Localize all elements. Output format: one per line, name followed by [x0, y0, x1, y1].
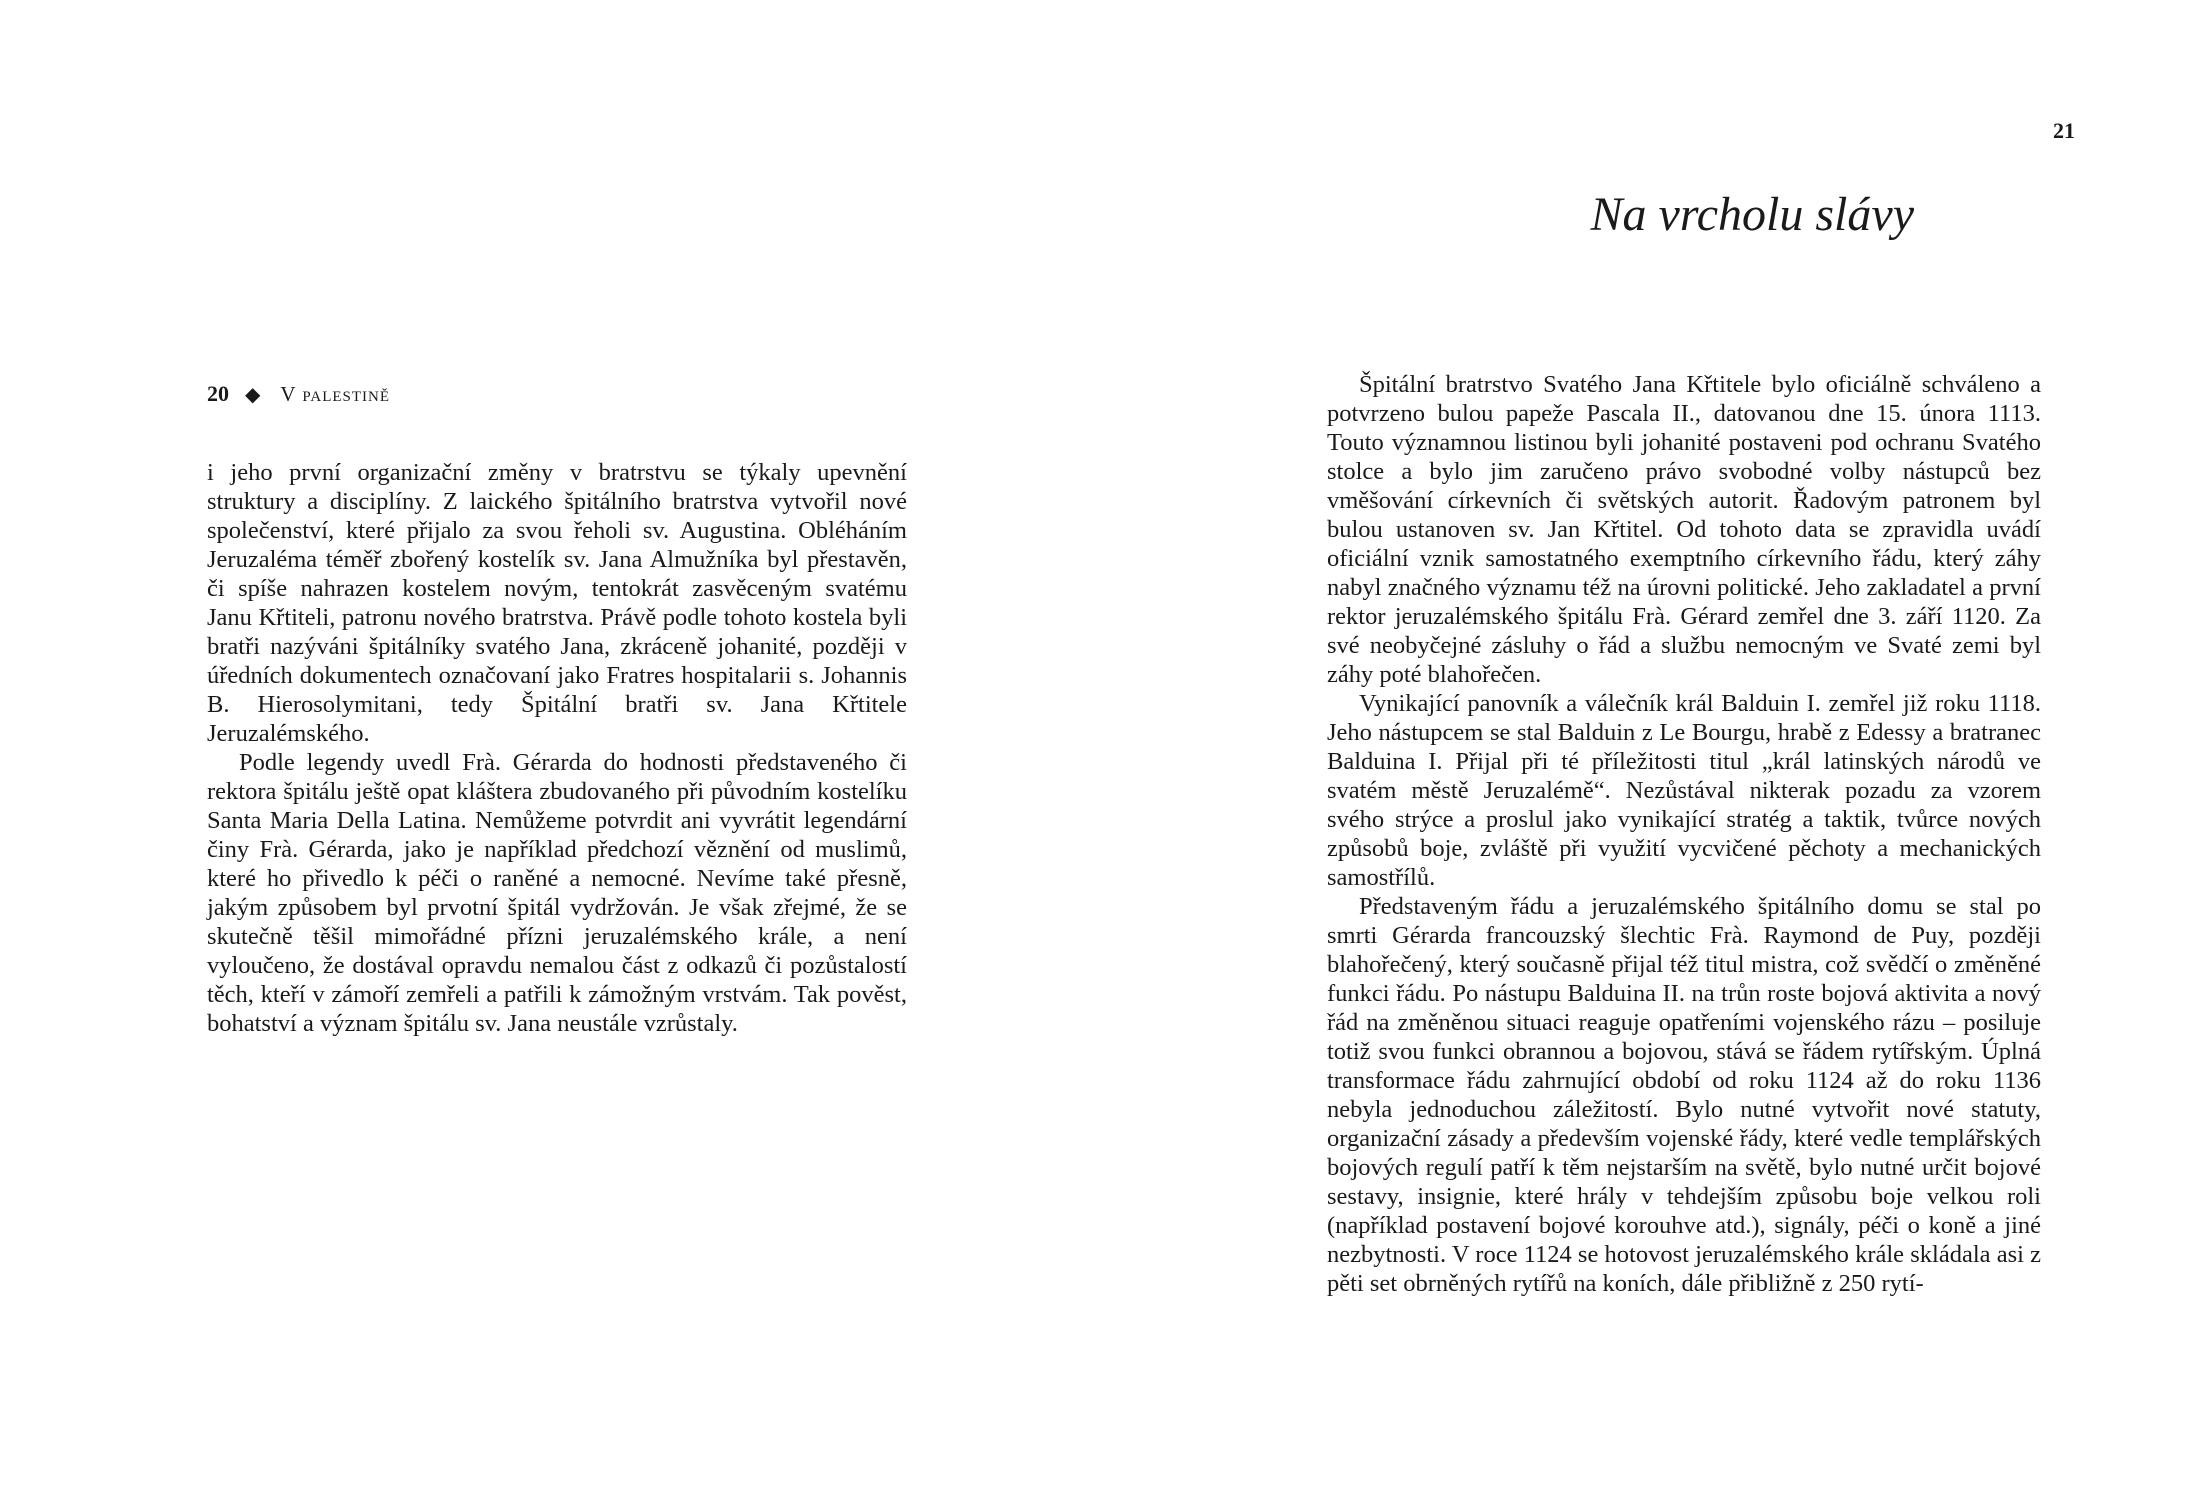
right-page [1105, 0, 2210, 1500]
page-number: 20 [207, 381, 229, 406]
paragraph: Špitální bratrstvo Svatého Jana Křtitele bylo oficiálně schváleno a potvrzeno bulou papeže Pascala II., datovanou dne 15. února 1113. Touto významnou listinou byli johanité postaveni pod ochranu Svatého stolce a bylo jim zaručeno právo svobodné volby nástupců bez vměšování církevních či světských autorit. Řadovým patronem byl bulou ustanoven sv. Jan Křtitel. Od tohoto data se zpravidla uvádí oficiální vznik samostatného exemptního církevního řádu, který záhy nabyl značného významu též na úrovni politické. Jeho zakladatel a první rektor jeruzalémského špitálu Frà. Gérard zemřel dne 3. září 1120. Za své neobyčejné zásluhy o řád a službu nemocným ve Svaté zemi byl záhy poté blahořečen. [1327, 371, 2041, 688]
paragraph: Vynikající panovník a válečník král Balduin I. zemřel již roku 1118. Jeho nástupcem se stal Balduin z Le Bourgu, hrabě z Edessy a bratranec Balduina I. Přijal při té příležitosti titul „král latinských národů ve svatém městě Jeruzalémě“. Nezůstával nikterak pozadu za vzorem svého strýce a proslul jako vynikající stratég a taktik, tvůrce nových způsobů boje, zvláště při využití vycvičené pěchoty a mechanických samostřílů. [1327, 690, 2041, 891]
diamond-ornament-icon: ◆ [245, 384, 261, 406]
running-head [207, 380, 390, 409]
body-text [207, 458, 907, 1038]
page-number: 21 [2053, 118, 2075, 143]
chapter-title: Na vrcholu slávy [1590, 188, 1914, 241]
section-title: V palestině [280, 382, 391, 406]
paragraph: Představeným řádu a jeruzalémského špitálního domu se stal po smrti Gérarda francouzský šlechtic Frà. Raymond de Puy, později blahořečený, který současně přijal též titul mistra, což svědčí o změněné funkci řádu. Po nástupu Balduina II. na trůn roste bojová aktivita a nový řád na změněnou situaci reaguje opatřeními vojenského rázu – posiluje totiž svou funkci obrannou a bojovou, stává se řádem rytířským. Úplná transformace řádu zahrnující období od roku 1124 až do roku 1136 nebyla jednoduchou záležitostí. Bylo nutné vytvořit nové statuty, organizační zásady a především vojenské řády, které vedle templářských bojových regulí patří k těm nejstarším na světě, bylo nutné určit bojové sestavy, insignie, které hrály v tehdejším způsobu boje velkou roli (například postavení bojové korouhve atd.), signály, péči o koně a jiné nezbytnosti. V roce 1124 se hotovost jeruzalémského krále skládala asi z pěti set obrněných rytířů na koních, dále přibližně z 250 rytí- [1327, 893, 2041, 1297]
paragraph: Podle legendy uvedl Frà. Gérarda do hodnosti představeného či rektora špitálu ještě opat kláštera zbudovaného při původním kostelíku Santa Maria Della Latina. Nemůžeme potvrdit ani vyvrátit legendární činy Frà. Gérarda, jako je například předchozí věznění od muslimů, které ho přivedlo k péči o raněné a nemocné. Nevíme také přesně, jakým způsobem byl prvotní špitál vydržován. Je však zřejmé, že se skutečně těšil mimořádné přízni jeruzalémského krále, a není vyloučeno, že dostával opravdu nemalou část z odkazů či pozůstalostí těch, kteří v zámoří zemřeli a patřili k zámožným vrstvám. Tak pověst, bohatství a význam špitálu sv. Jana neustále vzrůstaly. [207, 749, 907, 1037]
body-text [1327, 370, 2041, 1298]
paragraph: i jeho první organizační změny v bratrstvu se týkaly upevnění struktury a disciplíny. Z laického špitálního bratrstva vytvořil nové společenství, které přijalo za svou řeholi sv. Augustina. Obléháním Jeruzaléma téměř zbořený kostelík sv. Jana Almužníka byl přestavěn, či spíše nahrazen kostelem novým, tentokrát zasvěceným svatému Janu Křtiteli, patronu nového bratrstva. Právě podle tohoto kostela byli bratři nazýváni špitálníky svatého Jana, zkráceně johanité, později v úředních dokumentech označovaní jako Fratres hospitalarii s. Johannis B. Hierosolymitani, tedy Špitální bratři sv. Jana Křtitele Jeruzalémského. [207, 459, 907, 747]
